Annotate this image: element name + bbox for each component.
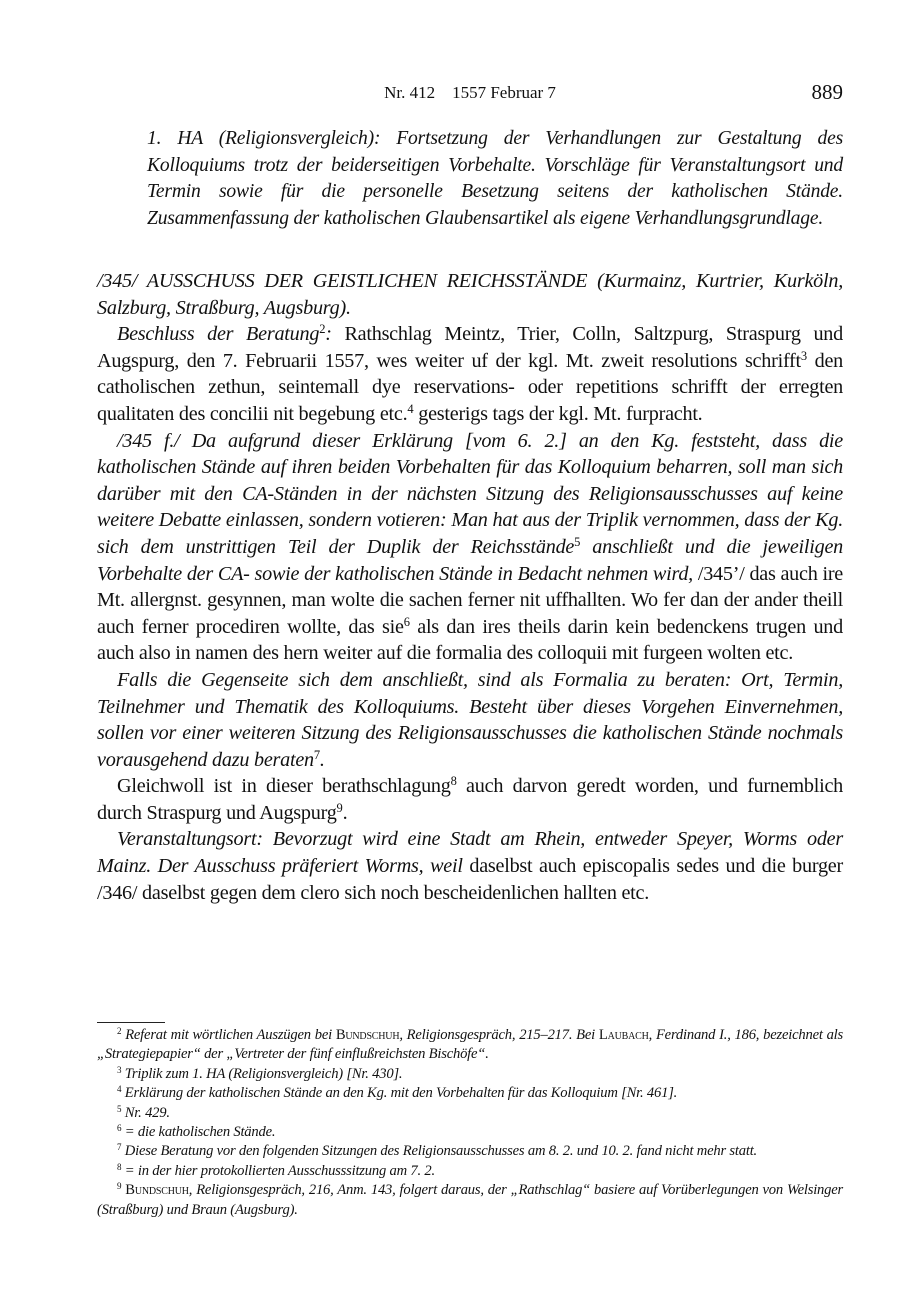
text-run: , Ferdinand I., 186, bezeichnet als „Strategiepapier“ der „Vertreter der fünf einflußreichsten Bischöfe“. [97, 1027, 844, 1063]
text-run: Nr. 429. [121, 1104, 170, 1121]
text-run: Referat mit wörtlichen Auszügen bei [121, 1027, 336, 1043]
text-run: Triplik zum 1. HA (Religionsvergleich) [Nr. 430]. [121, 1065, 403, 1082]
footnote-marker: 9 [336, 801, 343, 815]
running-header [97, 80, 843, 108]
text-run: Falls die Gegenseite sich dem anschließt, sind als Formalia zu beraten: Ort, Termin, Teilnehmer und Thematik des Kolloquiums. Besteht über dieses Vorgehen Einvernehmen, sollen vor einer weiteren Sitzung des Religionsausschusses die katholischen Stände nochmals vorausgehend dazu beraten [97, 668, 843, 771]
footnote [97, 1142, 843, 1161]
text-run: Bundschuh [335, 1027, 400, 1043]
paragraph [97, 826, 843, 906]
text-run: : [325, 323, 332, 346]
text-run: anschließt und die jeweiligen Vorbehalte der CA- sowie der katholischen Stände in Bedacht nehmen wird, [97, 535, 844, 585]
text-run: Beschluss der Beratung [117, 323, 320, 346]
text-run: = die katholischen Stände. [121, 1124, 276, 1141]
document-number: Nr. 412 [384, 83, 436, 102]
text-run: Bundschuh [121, 1182, 189, 1199]
footnote-marker: 6 [403, 614, 410, 629]
text-run: Laubach [598, 1027, 649, 1043]
text-run: gesterigs tags der kgl. Mt. furpracht. [413, 402, 703, 425]
footnote [97, 1026, 843, 1065]
footnote-divider [97, 1022, 165, 1023]
text-run: , Religionsgespräch, 216, Anm. 143, folgert daraus, der „Rathschlag“ basiere auf Vorüberlegungen von Welsinger (Straßburg) und Braun (Augsburg). [97, 1182, 844, 1218]
footnote-marker: 5 [574, 535, 581, 550]
footnote [97, 1104, 843, 1123]
document-summary: 1. HA (Religionsvergleich): Fortsetzung der Verhandlungen zur Gestaltung des Kolloquiums trotz der beiderseitigen Vorbehalte. Vorschläge für Veranstaltungsort und Termin sowie für die personelle Besetzung seitens der katholischen Stände. Zusammenfassung der katholischen Glaubensartikel als eigene Verhandlungsgrundlage. [147, 128, 843, 229]
paragraph [97, 321, 843, 427]
footnote [97, 1065, 843, 1084]
header-center [97, 83, 843, 103]
text-run: , Religionsgespräch, 215–217. Bei [399, 1027, 599, 1043]
footnote-marker: 7 [313, 747, 320, 762]
footnote-marker: 2 [319, 322, 326, 337]
page-number: 889 [811, 80, 843, 104]
footnote-marker: 4 [407, 402, 414, 417]
footnote [97, 1123, 843, 1142]
footnote-marker: 9 [117, 1181, 122, 1192]
footnote [97, 1181, 843, 1220]
footnotes [97, 1026, 843, 1220]
footnote-marker: 6 [117, 1123, 122, 1134]
text-run: Gleichwoll ist in dieser berathschlagung [117, 775, 451, 798]
footnote [97, 1084, 843, 1103]
text-run: . [319, 748, 325, 771]
paragraph [97, 268, 843, 321]
text-run: als dan ires theils darin kein bedenckens trugen und auch also in namen des hern weiter auf die formalia des colloquii mit furgeen wolten etc. [97, 615, 843, 665]
text-run: Rathschlag Meintz, Trier, Colln, Saltzpurg, Straspurg und Augspurg, den 7. Februarii 1557, wes weiter uf der kgl. Mt. zweit resolutions schrifft [97, 323, 843, 372]
footnote [97, 1162, 843, 1181]
footnote-marker: 3 [117, 1064, 122, 1075]
footnote-marker: 5 [117, 1103, 122, 1114]
text-run: den catholischen zethun, seintemall dye reservations- oder repetitions schrifft der erregten qualitaten des concilii nit begebung etc. [97, 349, 843, 425]
text-run: = in der hier protokollierten Ausschusssitzung am 7. 2. [121, 1162, 435, 1179]
footnote-marker: 7 [117, 1142, 122, 1153]
text-run: Diese Beratung vor den folgenden Sitzungen des Religionsausschusses am 8. 2. und 10. 2. fand nicht mehr statt. [121, 1143, 757, 1160]
main-text [97, 268, 843, 906]
footnote-marker: 8 [117, 1161, 122, 1172]
text-run: . [342, 801, 348, 824]
footnote-marker: 2 [117, 1026, 122, 1037]
text-run: /345 f./ Da aufgrund dieser Erklärung [vom 6. 2.] an den Kg. feststeht, dass die katholischen Stände auf ihren beiden Vorbehalten für das Kolloquium beharren, soll man sich darüber mit den CA-Ständen in der nächsten Sitzung des Religionsausschusses auf keine weitere Debatte einlassen, sondern votieren: Man hat aus der Triplik vernommen, dass der Kg. sich dem unstrittigen Teil der Duplik der Reichsstände [97, 429, 843, 558]
text-run: /345/ AUSSCHUSS DER GEISTLICHEN REICHSSTÄNDE (Kurmainz, Kurtrier, Kurköln, Salzburg, Straßburg, Augsburg). [97, 270, 843, 319]
text-run: daselbst auch episcopalis sedes und die burger /346/ daselbst gegen dem clero sich noch bescheidenlichen hallten etc. [97, 855, 843, 904]
text-run: Veranstaltungsort: Bevorzugt wird eine Stadt am Rhein, entweder Speyer, Worms oder Mainz. Der Ausschuss präferiert Worms, weil [97, 828, 843, 878]
paragraph [97, 667, 843, 773]
text-run: Erklärung der katholischen Stände an den Kg. mit den Vorbehalten für das Kolloquium [Nr. 461]. [121, 1085, 678, 1102]
text-run: auch darvon geredt worden, und furnemblich durch Straspurg und Augspurg [97, 775, 843, 824]
footnote-marker: 8 [450, 774, 457, 789]
footnote-marker: 4 [117, 1084, 122, 1095]
paragraph [97, 773, 843, 826]
footnote-marker: 3 [800, 348, 807, 363]
document-date: 1557 Februar 7 [452, 83, 556, 102]
text-run: /345’/ das auch ire Mt. allergnst. gesynnen, man wolte die sachen ferner nit uffhallten. Wo fer dan der ander theill auch ferner procediren wollte, das sie [97, 562, 843, 638]
paragraph [97, 428, 843, 667]
